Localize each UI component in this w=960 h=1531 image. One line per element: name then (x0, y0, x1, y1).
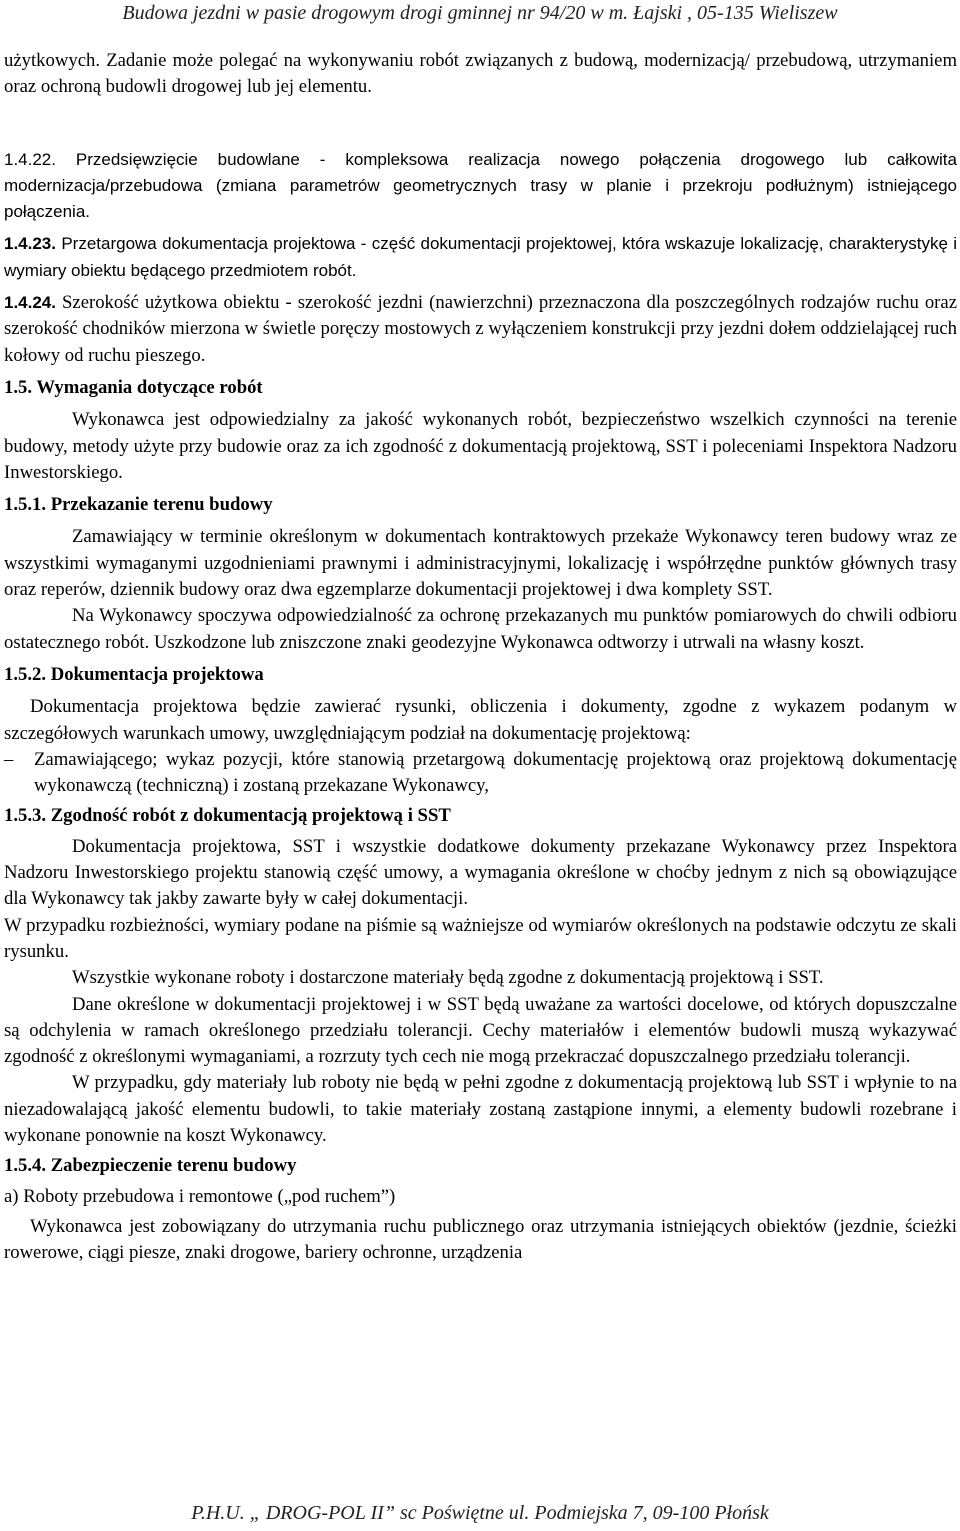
definition-number: 1.4.22. (4, 149, 56, 169)
page-header: Budowa jezdni w pasie drogowym drogi gminnej nr 94/20 w m. Łajski , 05-135 Wieliszew (122, 2, 838, 24)
paragraph: W przypadku rozbieżności, wymiary podane na piśmie są ważniejsze od wymiarów określonych na podstawie odczytu ze skali rysunku. (4, 914, 957, 962)
paragraph: Zamawiający w terminie określonym w dokumentach kontraktowych przekaże Wykonawcy teren budowy wraz ze wszystkimi wymaganymi uzgodnieniami prawnymi i administracyjnymi, lokalizację i współrzędne punktów głównych trasy oraz reperów, dziennik budowy oraz dwa egzemplarze dokumentacji projektowej i dwa komplety SST. (4, 526, 957, 601)
document-body (4, 48, 957, 1266)
section-heading-1-5-3: 1.5.3. Zgodność robót z dokumentacją projektową i SST (4, 805, 451, 827)
dash-marker: – (4, 748, 14, 770)
paragraph: Wykonawca jest zobowiązany do utrzymania ruchu publicznego oraz utrzymania istniejących obiektów (jezdnie, ścieżki rowerowe, ciągi piesze, znaki drogowe, bariery ochronne, urządzenia (4, 1215, 957, 1264)
section-heading-1-5-4: 1.5.4. Zabezpieczenie terenu budowy (4, 1155, 297, 1177)
list-item-text: Zamawiającego; wykaz pozycji, które stanowią przetargową dokumentację projektową oraz projektową dokumentację wykonawczą (techniczną) i zostaną przekazane Wykonawcy, (34, 748, 957, 797)
definition-text: Przedsięwzięcie budowlane - kompleksowa realizacja nowego połączenia drogowego lub całkowita modernizacja/przebudowa (zmiana parametrów geometrycznych trasy w planie i przekroju podłużnym) istniejącego połączenia. (4, 149, 957, 222)
paragraph: Dokumentacja projektowa będzie zawierać rysunki, obliczenia i dokumenty, zgodne z wykazem podanym w szczegółowych warunkach umowy, uwzględniającym podział na dokumentację projektową: (4, 696, 957, 744)
definition-1-4-24 (4, 290, 957, 369)
paragraph: Na Wykonawcy spoczywa odpowiedzialność za ochronę przekazanych mu punktów pomiarowych do chwili odbioru ostatecznego robót. Uszkodzone lub zniszczone znaki geodezyjne Wykonawca odtworzy i utrwali na własny koszt. (4, 605, 957, 653)
definition-text: Przetargowa dokumentacja projektowa - część dokumentacji projektowej, która wskazuje lokalizację, charakterystykę i wymiary obiektu będącego przedmiotem robót. (4, 234, 957, 280)
paragraph: Wykonawca jest odpowiedzialny za jakość wykonanych robót, bezpieczeństwo wszelkich czynności na terenie budowy, metody użyte przy budowie oraz za ich zgodność z dokumentacją projektową, SST i poleceniami Inspektora Nadzoru Inwestorskiego. (4, 409, 957, 483)
definition-1-4-22 (4, 147, 957, 226)
definition-1-4-23 (4, 231, 957, 284)
definition-text: Szerokość użytkowa obiektu - szerokość jezdni (nawierzchni) przeznaczona dla poszczególnych rodzajów ruchu oraz szerokość chodników mierzona w świetle poręczy mostowych z wyłączeniem konstrukcji przy jezdni dołem oddzielającej ruch kołowy od ruchu pieszego. (4, 292, 957, 366)
list-item-a: a) Roboty przebudowa i remontowe („pod ruchem”) (4, 1185, 396, 1207)
section-heading-1-5: 1.5. Wymagania dotyczące robót (4, 376, 263, 398)
paragraph: Dokumentacja projektowa, SST i wszystkie dodatkowe dokumenty przekazane Wykonawcy przez Inspektora Nadzoru Inwestorskiego projektu stanowią część umowy, a wymagania określone w choćby jednym z nich są obowiązujące dla Wykonawcy tak jakby zawarte były w całej dokumentacji. (4, 835, 957, 910)
section-heading-1-5-1: 1.5.1. Przekazanie terenu budowy (4, 494, 273, 516)
paragraph: Wszystkie wykonane roboty i dostarczone materiały będą zgodne z dokumentacją projektową i SST. (72, 967, 824, 989)
section-heading-1-5-2: 1.5.2. Dokumentacja projektowa (4, 663, 264, 685)
paragraph: W przypadku, gdy materiały lub roboty nie będą w pełni zgodne z dokumentacją projektową lub SST i wpłynie to na niezadowalającą jakość elementu budowli, to takie materiały zostaną zastąpione innymi, a elementy budowli rozebrane i wykonane ponownie na koszt Wykonawcy. (4, 1072, 957, 1146)
dash-list-item (4, 747, 957, 800)
page-footer: P.H.U. „ DROG-POL II” sc Poświętne ul. Podmiejska 7, 09-100 Płońsk (191, 1502, 769, 1524)
definition-number: 1.4.24. (4, 293, 56, 313)
paragraph: Dane określone w dokumentacji projektowej i w SST będą uważane za wartości docelowe, od których dopuszczalne są odchylenia w ramach określonego przedziału tolerancji. Cechy materiałów i elementów budowli muszą wykazywać zgodność z określonymi wymaganiami, a rozrzuty tych cech nie mogą przekraczać dopuszczalnego przedziału tolerancji. (4, 993, 957, 1068)
paragraph: użytkowych. Zadanie może polegać na wykonywaniu robót związanych z budową, modernizacją/ przebudową, utrzymaniem oraz ochroną budowli drogowej lub jej elementu. (4, 50, 957, 98)
definition-number: 1.4.23. (4, 234, 56, 254)
